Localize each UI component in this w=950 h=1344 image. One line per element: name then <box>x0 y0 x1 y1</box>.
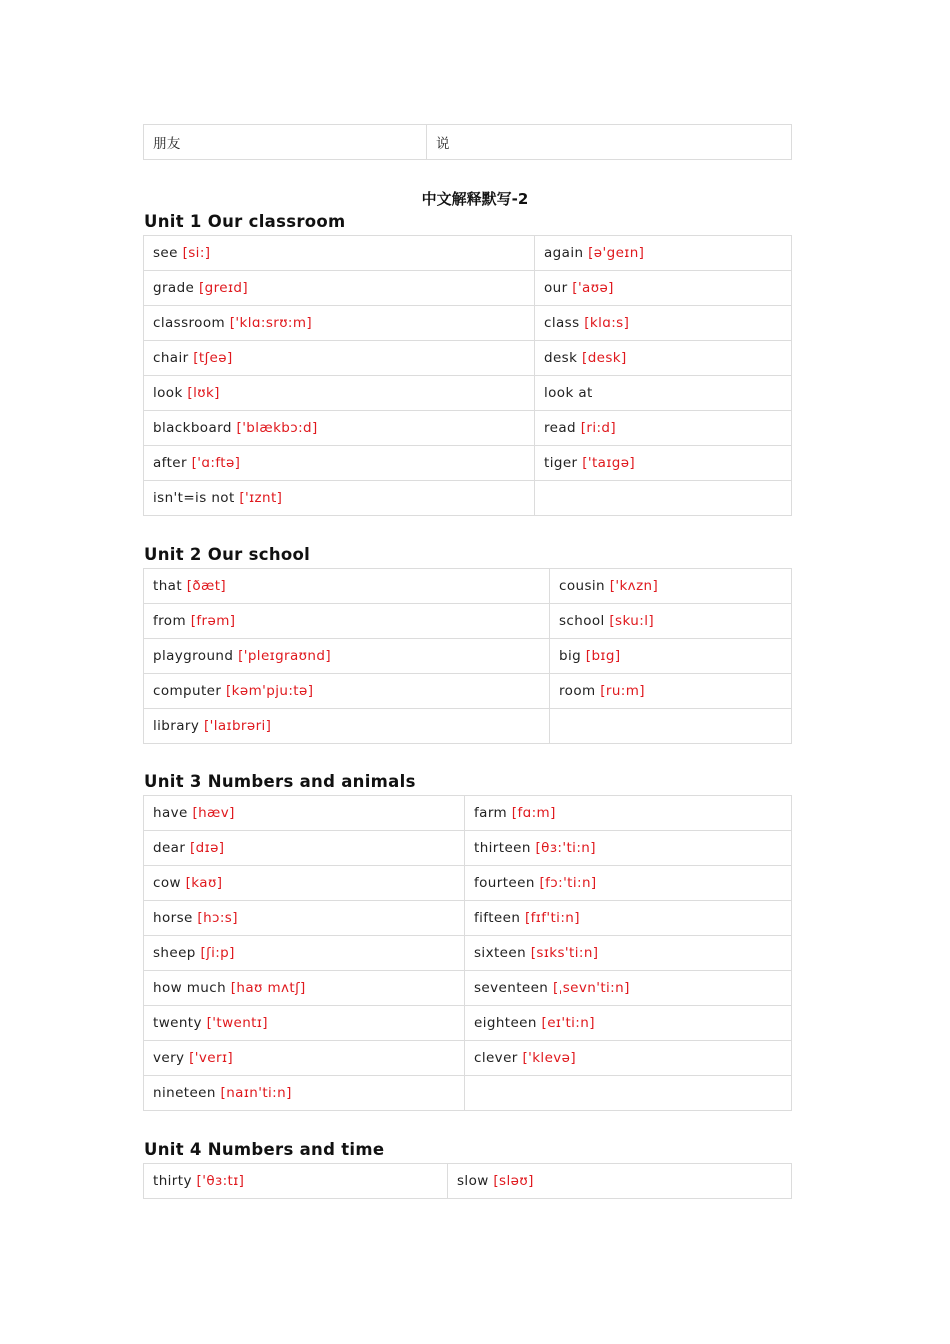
vocab-word: fifteen <box>474 910 521 926</box>
vocab-cell <box>144 446 535 481</box>
unit-4-heading: Unit 4 Numbers and time <box>144 1140 385 1159</box>
vocab-word: that <box>153 578 183 594</box>
top-vocab-table <box>143 124 792 160</box>
table-row <box>144 639 792 674</box>
vocab-word: library <box>153 718 200 734</box>
vocab-cell <box>535 446 792 481</box>
vocab-word: blackboard <box>153 420 232 436</box>
unit-2-heading: Unit 2 Our school <box>144 545 311 564</box>
vocab-phonetic: ['blækbɔ:d] <box>236 420 318 436</box>
table-cell: 说 <box>427 125 792 160</box>
table-row <box>144 306 792 341</box>
vocab-phonetic: [ʃi:p] <box>200 945 235 961</box>
vocab-cell <box>144 376 535 411</box>
vocab-phonetic: [θɜ:'ti:n] <box>535 840 596 856</box>
unit-3-table <box>143 795 792 1111</box>
vocab-phonetic: [ə'geɪn] <box>588 245 645 261</box>
vocab-cell <box>144 604 550 639</box>
vocab-cell <box>144 831 465 866</box>
vocab-word: have <box>153 805 188 821</box>
vocab-word: read <box>544 420 577 436</box>
vocab-phonetic: [sləʊ] <box>493 1173 534 1189</box>
vocab-word: big <box>559 648 582 664</box>
vocab-phonetic: [greɪd] <box>198 280 249 296</box>
vocab-cell <box>550 569 792 604</box>
vocab-word: after <box>153 455 187 471</box>
vocab-phonetic: [desk] <box>582 350 627 366</box>
vocab-cell <box>144 411 535 446</box>
table-row <box>144 831 792 866</box>
table-row <box>144 1041 792 1076</box>
vocab-cell <box>535 271 792 306</box>
vocab-word: fourteen <box>474 875 535 891</box>
vocab-word: sheep <box>153 945 196 961</box>
vocab-cell <box>550 604 792 639</box>
vocab-word: playground <box>153 648 234 664</box>
vocab-word: twenty <box>153 1015 202 1031</box>
vocab-phonetic: ['klevə] <box>522 1050 577 1066</box>
vocab-phonetic: [eɪ'ti:n] <box>541 1015 595 1031</box>
vocab-cell <box>535 306 792 341</box>
vocab-cell <box>550 709 792 744</box>
vocab-word: look at <box>544 385 593 401</box>
vocab-cell <box>465 1006 792 1041</box>
vocab-cell <box>465 901 792 936</box>
vocab-word: clever <box>474 1050 518 1066</box>
vocab-phonetic: [kaʊ] <box>185 875 223 891</box>
table-row <box>144 411 792 446</box>
vocab-cell <box>144 936 465 971</box>
vocab-cell <box>535 341 792 376</box>
vocab-cell <box>144 481 535 516</box>
table-row <box>144 125 792 160</box>
vocab-word: eighteen <box>474 1015 537 1031</box>
unit-2-table <box>143 568 792 744</box>
vocab-cell <box>535 376 792 411</box>
table-row <box>144 446 792 481</box>
vocab-cell <box>144 639 550 674</box>
page-title: 中文解释默写-2 <box>421 190 529 208</box>
vocab-cell <box>465 831 792 866</box>
vocab-phonetic: [hæv] <box>192 805 235 821</box>
vocab-phonetic: ['aʊə] <box>572 280 614 296</box>
vocab-word: horse <box>153 910 193 926</box>
vocab-cell <box>144 971 465 1006</box>
vocab-phonetic: [fɪf'ti:n] <box>524 910 580 926</box>
vocab-word: tiger <box>544 455 578 471</box>
table-row <box>144 236 792 271</box>
vocab-word: again <box>544 245 584 261</box>
vocab-phonetic: ['ɑ:ftə] <box>191 455 241 471</box>
vocab-phonetic: ['twentɪ] <box>206 1015 268 1031</box>
vocab-word: grade <box>153 280 195 296</box>
vocab-word: farm <box>474 805 508 821</box>
vocab-cell <box>465 936 792 971</box>
table-row <box>144 709 792 744</box>
vocab-word: very <box>153 1050 185 1066</box>
vocab-phonetic: [ˌsevn'ti:n] <box>552 980 630 996</box>
vocab-word: sixteen <box>474 945 527 961</box>
vocab-cell <box>535 411 792 446</box>
vocab-phonetic: [lʊk] <box>187 385 220 401</box>
table-row <box>144 1076 792 1111</box>
vocab-phonetic: [sɪks'ti:n] <box>530 945 599 961</box>
vocab-cell <box>144 341 535 376</box>
table-cell: 朋友 <box>144 125 427 160</box>
vocab-phonetic: [kəm'pju:tə] <box>226 683 314 699</box>
vocab-word: chair <box>153 350 189 366</box>
vocab-word: see <box>153 245 178 261</box>
vocab-cell <box>144 306 535 341</box>
vocab-phonetic: ['laɪbrəri] <box>203 718 272 734</box>
unit-4-table <box>143 1163 792 1199</box>
vocab-cell <box>448 1164 792 1199</box>
table-row <box>144 901 792 936</box>
vocab-word: class <box>544 315 580 331</box>
table-row <box>144 341 792 376</box>
table-row <box>144 376 792 411</box>
vocab-word: room <box>559 683 596 699</box>
vocab-phonetic: [bɪg] <box>585 648 621 664</box>
vocab-word: computer <box>153 683 222 699</box>
vocab-cell <box>535 481 792 516</box>
table-row <box>144 796 792 831</box>
table-row <box>144 1006 792 1041</box>
table-row <box>144 271 792 306</box>
vocab-phonetic: ['ɪznt] <box>239 490 283 506</box>
vocab-phonetic: ['klɑ:srʊ:m] <box>229 315 313 331</box>
vocab-cell <box>465 796 792 831</box>
vocab-phonetic: ['kʌzn] <box>609 578 659 594</box>
vocab-phonetic: [frəm] <box>190 613 236 629</box>
unit-1-heading: Unit 1 Our classroom <box>144 212 346 231</box>
vocab-cell <box>144 236 535 271</box>
vocab-phonetic: [hɔ:s] <box>197 910 238 926</box>
vocab-word: seventeen <box>474 980 549 996</box>
vocab-cell <box>144 271 535 306</box>
vocab-phonetic: [fɔ:'ti:n] <box>539 875 597 891</box>
vocab-cell <box>465 971 792 1006</box>
vocab-word: school <box>559 613 605 629</box>
vocab-word: nineteen <box>153 1085 216 1101</box>
table-row <box>144 481 792 516</box>
table-row <box>144 604 792 639</box>
vocab-word: classroom <box>153 315 226 331</box>
vocab-phonetic: [dɪə] <box>190 840 225 856</box>
vocab-word: dear <box>153 840 186 856</box>
vocab-phonetic: [tʃeə] <box>193 350 233 366</box>
vocab-phonetic: [si:] <box>182 245 211 261</box>
vocab-phonetic: [fɑ:m] <box>511 805 556 821</box>
vocab-word: how much <box>153 980 227 996</box>
vocab-cell <box>144 796 465 831</box>
vocab-phonetic: ['θɜ:tɪ] <box>196 1173 245 1189</box>
vocab-phonetic: ['taɪgə] <box>582 455 636 471</box>
vocab-cell <box>144 709 550 744</box>
vocab-word: look <box>153 385 183 401</box>
table-row <box>144 674 792 709</box>
vocab-phonetic: ['verɪ] <box>189 1050 234 1066</box>
vocab-word: cousin <box>559 578 605 594</box>
unit-1-table <box>143 235 792 516</box>
vocab-word: isn't=is not <box>153 490 235 506</box>
table-row <box>144 866 792 901</box>
vocab-phonetic: [ðæt] <box>186 578 227 594</box>
vocab-cell <box>144 1041 465 1076</box>
vocab-word: our <box>544 280 568 296</box>
vocab-phonetic: [sku:l] <box>609 613 655 629</box>
vocab-cell <box>465 1076 792 1111</box>
vocab-word: slow <box>457 1173 489 1189</box>
vocab-cell <box>535 236 792 271</box>
vocab-cell <box>550 639 792 674</box>
vocab-cell <box>465 866 792 901</box>
vocab-phonetic: [klɑ:s] <box>584 315 630 331</box>
vocab-cell <box>144 866 465 901</box>
table-row <box>144 569 792 604</box>
vocab-word: thirty <box>153 1173 192 1189</box>
vocab-cell <box>550 674 792 709</box>
vocab-cell <box>144 1076 465 1111</box>
table-row <box>144 1164 792 1199</box>
vocab-phonetic: [naɪn'ti:n] <box>220 1085 292 1101</box>
vocab-word: cow <box>153 875 181 891</box>
vocab-cell <box>144 674 550 709</box>
vocab-phonetic: ['pleɪgraʊnd] <box>238 648 332 664</box>
vocab-word: from <box>153 613 187 629</box>
vocab-phonetic: [ru:m] <box>600 683 645 699</box>
vocab-cell <box>144 901 465 936</box>
vocab-phonetic: [ri:d] <box>580 420 617 436</box>
table-row <box>144 936 792 971</box>
vocab-cell <box>465 1041 792 1076</box>
table-row <box>144 971 792 1006</box>
vocab-cell <box>144 1006 465 1041</box>
unit-3-heading: Unit 3 Numbers and animals <box>144 772 416 791</box>
vocab-word: desk <box>544 350 578 366</box>
vocab-cell <box>144 569 550 604</box>
vocab-phonetic: [haʊ mʌtʃ] <box>230 980 306 996</box>
vocab-cell <box>144 1164 448 1199</box>
vocab-word: thirteen <box>474 840 531 856</box>
